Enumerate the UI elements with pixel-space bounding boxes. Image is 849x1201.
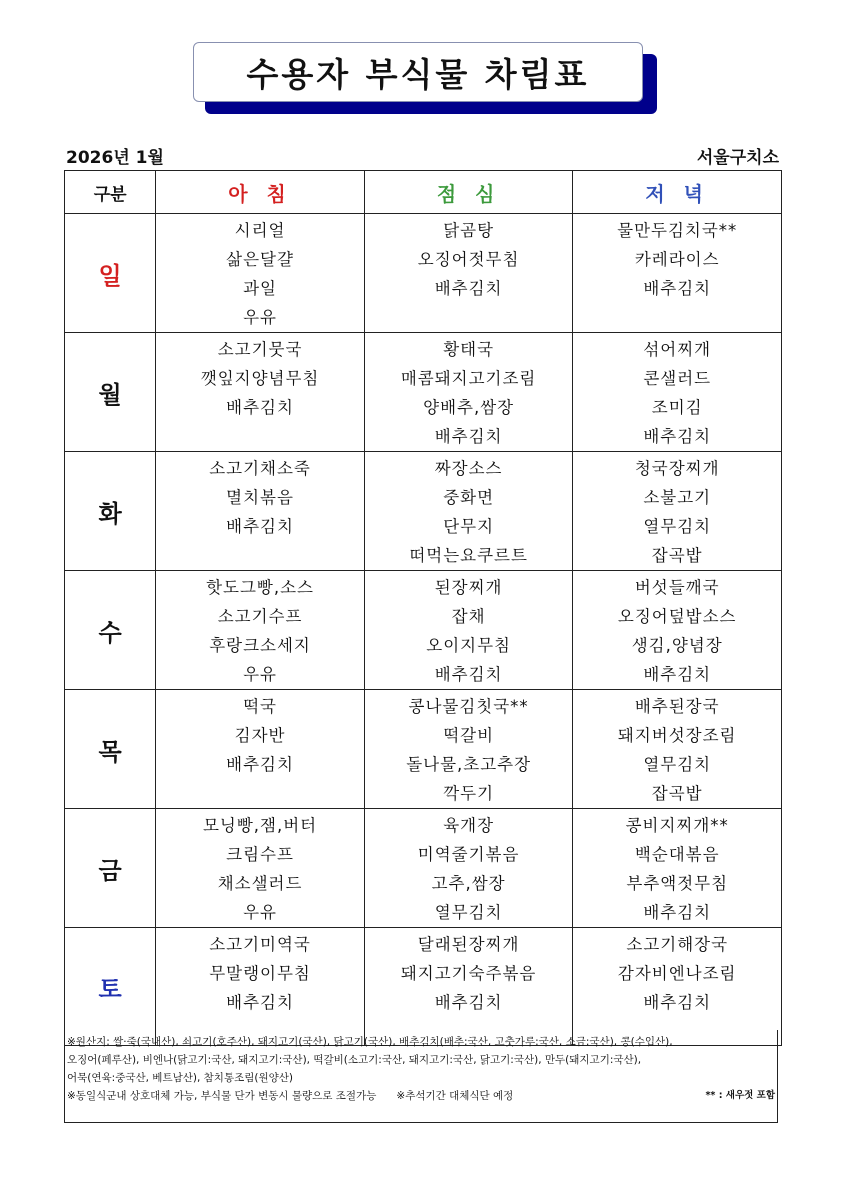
menu-item: 생김,양념장: [631, 636, 723, 655]
menu-item: 크림수프: [226, 845, 294, 864]
header-dinner: 저 녁: [573, 171, 782, 214]
day-label: 화: [65, 452, 156, 571]
origin-line-3: 어묵(연육:중국산, 베트남산), 참치통조림(원양산): [67, 1072, 293, 1084]
menu-item: 중화면: [443, 488, 495, 507]
lunch-cell: [364, 214, 573, 333]
menu-item: 단무지: [443, 517, 495, 536]
menu-item: 배추김치: [434, 993, 503, 1012]
breakfast-cell: [156, 214, 365, 333]
day-label: 일: [65, 214, 156, 333]
menu-item: 떠먹는요쿠르트: [409, 546, 528, 565]
menu-item: 부추액젓무침: [626, 874, 729, 893]
substitution-note: [67, 1087, 513, 1105]
note-2: ※추석기간 대체식단 예정: [396, 1090, 514, 1102]
note-1: ※동일식군내 상호대체 가능, 부식물 단가 변동시 물량으로 조절가능: [67, 1090, 377, 1102]
day-row: [65, 809, 782, 928]
menu-item: 배추김치: [226, 517, 294, 536]
menu-item: 모닝빵,잼,버터: [202, 816, 318, 835]
dinner-cell: [573, 928, 782, 1046]
menu-item: 배추김치: [434, 427, 503, 446]
menu-item: 물만두김치국**: [617, 221, 738, 240]
day-row: [65, 928, 782, 1046]
menu-item: 배추김치: [226, 755, 294, 774]
menu-item: 콩비지찌개**: [625, 816, 729, 835]
menu-item: 시리얼: [234, 221, 286, 240]
menu-item: 우유: [243, 308, 277, 327]
day-label: 월: [65, 333, 156, 452]
page-title: 수용자 부식물 차림표: [193, 42, 643, 102]
menu-item: 김자반: [234, 726, 286, 745]
menu-item: 소고기미역국: [209, 935, 311, 954]
breakfast-cell: [156, 928, 365, 1046]
menu-item: 배추김치: [643, 903, 712, 922]
menu-item: 오징어덮밥소스: [617, 607, 737, 626]
header-breakfast: 아 침: [156, 171, 365, 214]
shrimp-note: ** : 새우젓 포함: [705, 1090, 775, 1101]
footer-notes: [64, 1030, 778, 1123]
menu-item: 육개장: [443, 816, 495, 835]
origin-line-2: 오징어(페루산), 비엔나(닭고기:국산, 돼지고기:국산), 떡갈비(소고기:국산, 돼지고기:국산, 닭고기:국산), 만두(돼지고기:국산),: [67, 1054, 642, 1066]
menu-item: 채소샐러드: [217, 874, 303, 893]
month-label: 2026년 1월: [66, 148, 164, 168]
breakfast-cell: [156, 452, 365, 571]
menu-item: 오징어젓무침: [417, 250, 520, 269]
menu-item: 돼지버섯장조림: [617, 726, 737, 745]
menu-item: 배추김치: [434, 279, 503, 298]
breakfast-cell: [156, 809, 365, 928]
origin-line-1: ※원산지: 쌀·죽(국내산), 쇠고기(호주산), 돼지고기(국산), 닭고기(국산), 배추김치(배추:국산, 고춧가루:국산, 소금:국산), 콩(수입산),: [67, 1036, 673, 1048]
lunch-cell: [364, 333, 573, 452]
menu-item: 잡곡밥: [651, 546, 703, 565]
menu-item: 청국장찌개: [634, 459, 720, 478]
menu-item: 소불고기: [643, 488, 712, 507]
menu-item: 콩나물김칫국**: [408, 697, 529, 716]
org-label: 서울구치소: [696, 148, 779, 168]
menu-item: 잡곡밥: [651, 784, 703, 803]
menu-item: 우유: [243, 665, 277, 684]
breakfast-cell: [156, 571, 365, 690]
menu-item: 과일: [243, 279, 277, 298]
day-row: [65, 333, 782, 452]
menu-item: 배추김치: [643, 427, 712, 446]
lunch-cell: [364, 690, 573, 809]
lunch-cell: [364, 571, 573, 690]
breakfast-cell: [156, 333, 365, 452]
dinner-cell: [573, 571, 782, 690]
menu-item: 오이지무침: [426, 636, 511, 655]
lunch-cell: [364, 452, 573, 571]
menu-table: [64, 170, 782, 1046]
menu-item: 배추된장국: [634, 697, 720, 716]
menu-item: 미역줄기볶음: [417, 845, 520, 864]
menu-item: 양배추,쌈장: [423, 398, 515, 417]
dinner-cell: [573, 690, 782, 809]
menu-item: 콘샐러드: [643, 369, 712, 388]
menu-item: 멸치볶음: [226, 488, 294, 507]
breakfast-cell: [156, 690, 365, 809]
menu-item: 백순대볶음: [634, 845, 720, 864]
menu-item: 소고기수프: [217, 607, 303, 626]
menu-item: 떡국: [243, 697, 277, 716]
menu-item: 배추김치: [226, 398, 294, 417]
menu-item: 버섯들깨국: [634, 578, 720, 597]
menu-item: 배추김치: [643, 993, 712, 1012]
menu-item: 소고기뭇국: [217, 340, 303, 359]
menu-item: 짜장소스: [434, 459, 503, 478]
day-label: 수: [65, 571, 156, 690]
menu-item: 우유: [243, 903, 277, 922]
header-row: [65, 171, 782, 214]
day-row: [65, 214, 782, 333]
menu-item: 조미김: [651, 398, 703, 417]
menu-item: 삶은달걀: [226, 250, 294, 269]
dinner-cell: [573, 214, 782, 333]
menu-item: 소고기채소죽: [209, 459, 311, 478]
menu-item: 돼지고기숙주볶음: [400, 964, 537, 983]
menu-item: 열무김치: [434, 903, 503, 922]
menu-item: 핫도그빵,소스: [206, 578, 314, 597]
lunch-cell: [364, 928, 573, 1046]
menu-item: 카레라이스: [634, 250, 720, 269]
menu-item: 후랑크소세지: [209, 636, 311, 655]
menu-item: 무말랭이무침: [209, 964, 311, 983]
menu-item: 떡갈비: [443, 726, 495, 745]
dinner-cell: [573, 809, 782, 928]
menu-item: 깻잎지양념무침: [200, 369, 320, 388]
day-row: [65, 690, 782, 809]
menu-item: 된장찌개: [434, 578, 503, 597]
menu-item: 배추김치: [643, 279, 712, 298]
menu-item: 돌나물,초고추장: [406, 755, 532, 774]
header-group: 구분: [65, 171, 156, 214]
lunch-cell: [364, 809, 573, 928]
dinner-cell: [573, 452, 782, 571]
header-lunch: 점 심: [364, 171, 573, 214]
menu-item: 달래된장찌개: [417, 935, 520, 954]
title-banner: [193, 42, 643, 102]
menu-item: 감자비엔나조림: [617, 964, 737, 983]
menu-item: 깍두기: [443, 784, 495, 803]
day-row: [65, 571, 782, 690]
day-row: [65, 452, 782, 571]
menu-item: 배추김치: [226, 993, 294, 1012]
menu-item: 소고기해장국: [626, 935, 729, 954]
menu-item: 섞어찌개: [643, 340, 712, 359]
day-label: 목: [65, 690, 156, 809]
menu-item: 닭곰탕: [443, 221, 495, 240]
dinner-cell: [573, 333, 782, 452]
day-label: 토: [65, 928, 156, 1046]
menu-item: 열무김치: [643, 517, 712, 536]
menu-item: 고추,쌈장: [431, 874, 506, 893]
day-label: 금: [65, 809, 156, 928]
menu-item: 배추김치: [434, 665, 503, 684]
menu-item: 황태국: [443, 340, 495, 359]
menu-item: 매콤돼지고기조림: [400, 369, 537, 388]
menu-item: 열무김치: [643, 755, 712, 774]
menu-item: 배추김치: [643, 665, 712, 684]
menu-item: 잡채: [451, 607, 486, 626]
